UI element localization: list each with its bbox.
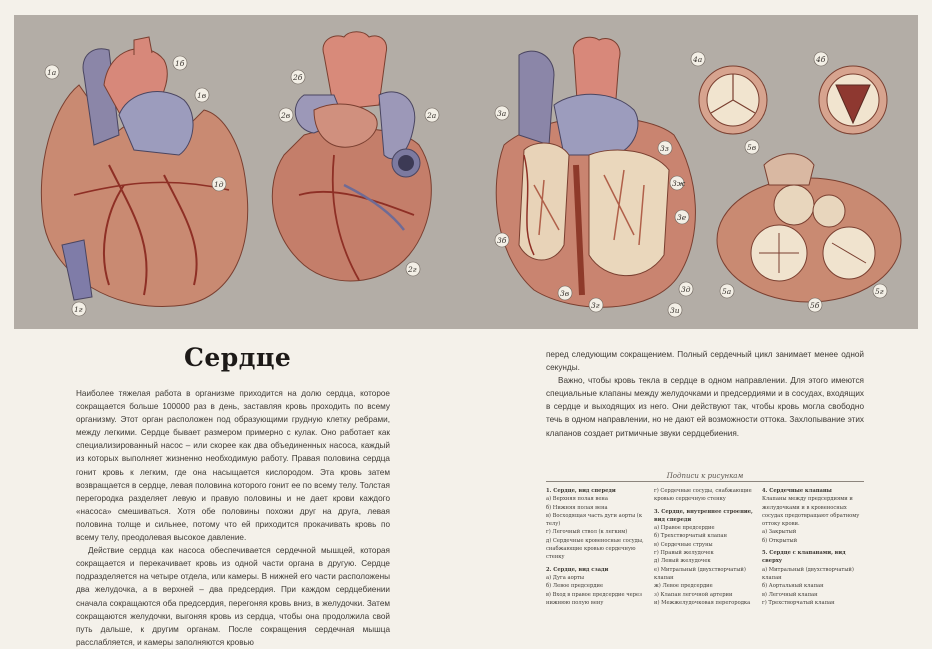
svg-text:4а: 4а [693,55,703,64]
caption-item: а) Дуга аорты [546,574,585,581]
caption-item: г) Легочный ствол (к легким) [546,529,628,536]
svg-text:5г: 5г [875,287,884,296]
paragraph: Действие сердца как насоса обеспечивается сердечной мышцей, которая сокращается и перекачивает кровь из одной части органа в другую. Сердце подразделяется на четыре отдела, или камеры. В нижней его части расположены два желудочка, а в верхней – два предсердия. При каждом сердцебиении сначала сокращаются оба предсердия, перегоняя кровь вниз, в желудочки. Затем сокращаются желудочки, выгоняя кровь из сердца, чтобы она продолжила свой путь дальше, к другим органам. После сокращения сердечная мышца расслабляется, и камеры заполняются кровью [76,546,390,647]
heart-top-view [717,154,901,302]
illustration-plate [14,15,918,329]
svg-text:3е: 3е [677,213,687,222]
svg-text:2б: 2б [293,73,303,82]
caption-heading: 2. Сердце, вид сзади [546,566,609,573]
svg-text:2а: 2а [427,111,437,120]
svg-text:1б: 1б [175,59,185,68]
article-left-column [76,387,390,649]
caption-item: з) Клапан легочной артерии [654,591,733,598]
svg-text:3ж: 3ж [672,179,686,188]
svg-text:5а: 5а [722,287,732,296]
caption-heading: 5. Сердце с клапанами, вид сверху [762,550,846,565]
caption-item: д) Сердечные кровеносные сосуды, снабжающие кровью сердечную стенку [546,537,644,561]
svg-text:2в: 2в [281,111,291,120]
heart-front-view [41,37,247,307]
valve-closed [699,66,767,134]
heart-internal-view [496,37,695,307]
caption-column [654,487,756,607]
svg-text:5б: 5б [810,301,820,310]
svg-text:5в: 5в [747,143,757,152]
paragraph: перед следующим сокращением. Полный сердечный цикл занимает менее одной секунды. [546,350,864,373]
caption-item: Клапаны между предсердиями и желудочками и в кровеносных сосудах предотвращают обратному оттоку крови. [762,496,860,528]
caption-item: и) Межжелудочковая перегородка [654,599,751,606]
caption-item: а) Закрытый [762,529,797,536]
caption-item: е) Митральный (двухстворчатый) клапан [654,566,746,581]
caption-item: б) Открытый [762,537,798,544]
paragraph: Важно, чтобы кровь текла в сердце в одном направлении. Для этого имеются специальные клапаны между желудочками и предсердиями и в сосудах, входящих в сердце и выходящих из него. Они действуют так, чтобы кровь могла свободно течь в одном направлении, но не дают ей возможности оттока. Захлопывание этих клапанов создает ритмичные звуки сердцебиения. [546,376,864,438]
svg-text:1а: 1а [47,68,57,77]
caption-column [762,487,864,607]
caption-item: в) Сердечные струны [654,541,713,548]
svg-text:3в: 3в [560,289,570,298]
svg-text:3з: 3з [660,144,669,153]
svg-text:3а: 3а [497,109,507,118]
caption-item: б) Аортальный клапан [762,583,824,590]
caption-item: а) Правое предсердие [654,525,715,532]
page-title: Сердце [184,343,292,372]
valve-open [819,66,887,134]
paragraph: Наиболее тяжелая работа в организме приходится на долю сердца, которое сокращается больше 100000 раз в день, заставляя кровь проходить по всему организму. Этот орган расположен под образующими грудную клетку ребрами, между легкими. Сердце бывает размером примерно с кулак. Оно работает как специализированный насос – или скорее как два объединенных насоса, каждый из которых выполняет жизненно необходимую работу. Правая половина сердца гонит кровь к легким, где она насыщается кислородом. Эта кровь затем возвращается в сердце, левая половина которого гонит ее по всему телу. Толстая перегородка разделяет левую и правую половины и не дает крови каждого «насоса» смешиваться. Хотя обе половины похожи друг на друга, левая половина толще и сильнее, потому что ей приходится прокачивать кровь по всему телу, преодолевая высокое давление. [76,389,390,543]
svg-text:3и: 3и [670,306,680,315]
svg-text:1в: 1в [197,91,207,100]
caption-item: в) Восходящая часть дуги аорты (к телу) [546,512,643,528]
caption-item: б) Нижняя полая вена [546,504,608,511]
caption-heading: 4. Сердечные клапаны [762,488,832,494]
caption-item: г) Правый желудочек [654,550,714,557]
caption-item: г) Сердечные сосуды, снабжающие кровью сердечную стенку [654,488,752,503]
caption-column [546,487,648,607]
caption-item: ж) Левое предсердие [654,583,713,590]
svg-text:3г: 3г [591,301,600,310]
svg-text:3д: 3д [681,285,691,294]
svg-text:3б: 3б [497,236,507,245]
caption-heading: 1. Сердце, вид спереди [546,488,616,494]
caption-item: б) Левое предсердие [546,583,604,590]
svg-text:1г: 1г [74,305,83,314]
caption-item: в) Легочный клапан [762,591,818,598]
figure-captions [546,487,864,607]
svg-text:1д: 1д [214,180,224,189]
svg-text:4б: 4б [816,55,826,64]
captions-heading: Подписи к рисункам [666,472,744,480]
article-right-column [546,348,864,440]
caption-item: а) Верхняя полая вена [546,496,608,503]
caption-item: г) Трехстворчатый клапан [762,599,835,606]
caption-item: б) Трехстворчатый клапан [654,533,727,540]
caption-heading: 3. Сердце, внутреннее строение, вид спереди [654,508,753,523]
captions-divider [546,481,864,482]
heart-back-view [272,32,431,281]
heart-illustrations [14,15,918,329]
caption-item: в) Вход в правое предсердие через нижнюю полую вену [546,591,642,606]
caption-item: д) Левый желудочек [654,558,711,565]
caption-item: а) Митральный (двухстворчатый) клапан [762,566,854,581]
svg-text:2г: 2г [408,265,417,274]
